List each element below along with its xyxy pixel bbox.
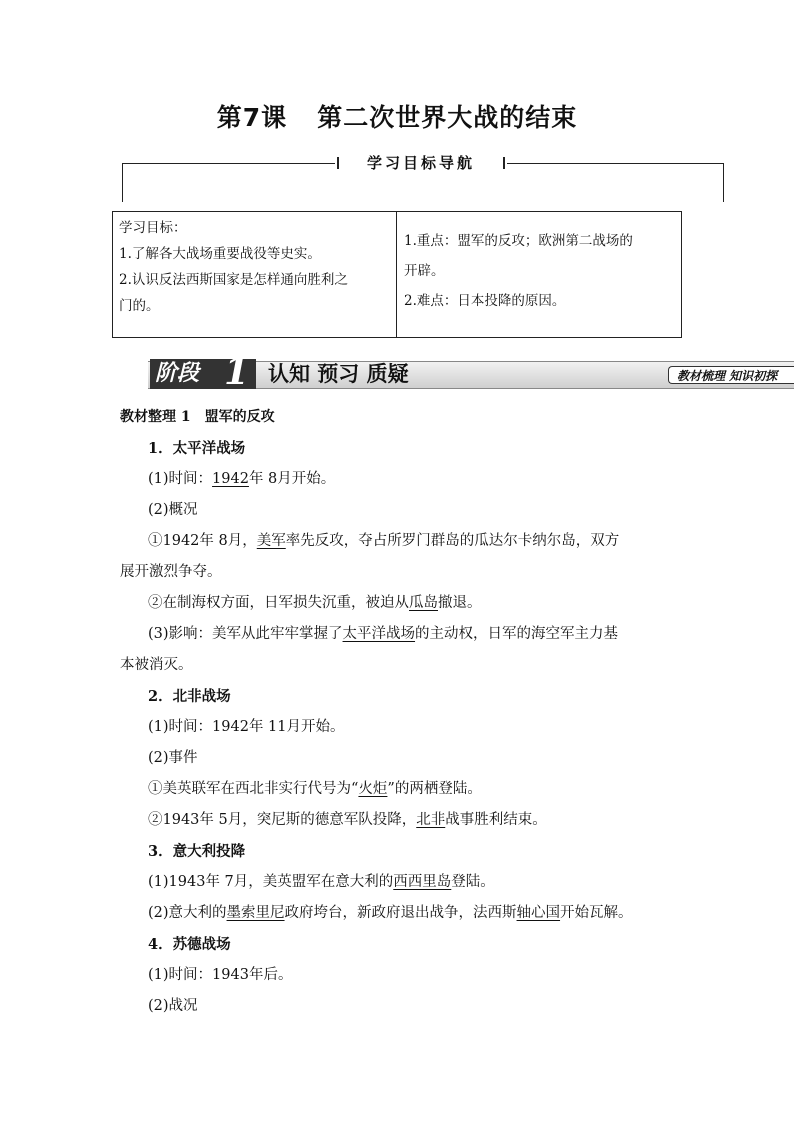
text: 的主动权，日军的海空军主力基	[415, 626, 619, 642]
text: (3)影响：美军从此牢牢掌握了	[148, 626, 343, 642]
answer-blank: 西西里岛	[393, 874, 452, 890]
subheading: 1．太平洋战场	[148, 440, 246, 457]
text-line	[120, 588, 680, 619]
text-line	[120, 526, 680, 557]
goal-line: 学习目标：	[119, 220, 187, 236]
text-line: (2)概况	[148, 502, 198, 518]
text: ②在制海权方面，日军损失沉重，被迫从	[148, 595, 409, 611]
answer-blank: 北非	[416, 812, 446, 828]
stage-number: 1	[224, 351, 250, 393]
goal-table	[112, 211, 682, 338]
focus-line: 2.难点：日本投降的原因。	[404, 293, 566, 309]
text-line: (1)时间：1942年 11月开始。	[148, 719, 345, 735]
text: (1)1943年 7月，美英盟军在意大利的	[148, 874, 394, 890]
lesson-name: 第二次世界大战的结束	[317, 103, 578, 132]
answer-blank: 轴心国	[516, 905, 561, 921]
subheading: 3．意大利投降	[148, 843, 246, 860]
answer-blank: 火炬	[358, 781, 388, 797]
content-body	[120, 402, 680, 1022]
text: 开始瓦解。	[560, 905, 633, 921]
text: ①美英联军在西北非实行代号为“	[148, 781, 359, 797]
text: ①1942年 8月，	[148, 533, 257, 549]
answer-blank: 1942	[212, 471, 249, 487]
text-line	[120, 774, 680, 805]
goal-left-cell	[113, 212, 397, 337]
text: 登陆。	[451, 874, 495, 890]
stage-label: 阶段	[150, 359, 256, 389]
text: 率先反攻，夺占所罗门群岛的瓜达尔卡纳尔岛，双方	[285, 533, 620, 549]
page-title	[0, 98, 794, 134]
text: 战事胜利结束。	[445, 812, 547, 828]
text-line: (2)战况	[148, 998, 198, 1014]
answer-blank: 瓜岛	[409, 595, 438, 611]
text-line: (2)事件	[148, 750, 198, 766]
text-line	[120, 805, 680, 836]
subheading: 2．北非战场	[148, 688, 231, 705]
text-line: (1)时间：1943年后。	[148, 967, 293, 983]
text: (1)时间：	[148, 471, 213, 487]
text-line: 本被消灭。	[120, 657, 193, 673]
stage-banner	[148, 351, 794, 393]
goal-line: 2.认识反法西斯国家是怎样通向胜利之	[119, 272, 348, 288]
text: ”的两栖登陆。	[387, 781, 482, 797]
goal-right-cell	[397, 212, 681, 337]
text: (2)意大利的	[148, 905, 227, 921]
text: ②1943年 5月，突尼斯的德意军队投降，	[148, 812, 417, 828]
text: 撤退。	[438, 595, 482, 611]
text: 年 8月开始。	[248, 471, 336, 487]
answer-blank: 墨索里尼	[226, 905, 285, 921]
text-line	[120, 464, 680, 495]
text-line	[120, 898, 680, 929]
lesson-number: 第7课	[216, 103, 288, 132]
text-line	[120, 619, 680, 650]
nav-label: 学习目标导航	[335, 152, 507, 174]
text: 政府垮台，新政府退出战争，法西斯	[284, 905, 517, 921]
subheading: 4．苏德战场	[148, 936, 231, 953]
section-heading: 教材整理 1 盟军的反攻	[120, 409, 275, 425]
text-line	[120, 867, 680, 898]
text-line: 展开激烈争夺。	[120, 564, 222, 580]
answer-blank: 太平洋战场	[342, 626, 416, 642]
stage-tag: 教材梳理 知识初探	[668, 366, 794, 384]
focus-line: 开辟。	[404, 263, 445, 279]
goal-line: 门的。	[119, 298, 160, 314]
goal-line: 1.了解各大战场重要战役等史实。	[119, 246, 321, 262]
stage-title: 认知 预习 质疑	[268, 362, 409, 386]
focus-line: 1.重点：盟军的反攻；欧洲第二战场的	[404, 233, 633, 249]
answer-blank: 美军	[256, 533, 286, 549]
